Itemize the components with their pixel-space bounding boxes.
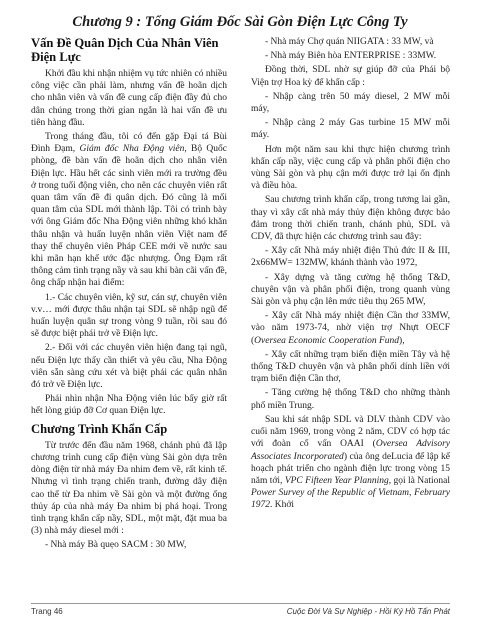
list-item: - Nhập càng trên 50 máy diesel, 2 MW mỗi máy, bbox=[251, 91, 450, 115]
paragraph: Đồng thời, SDL nhờ sự giúp đỡ của Phái bộ Viện trợ Hoa kỳ để khẩn cấp : bbox=[251, 65, 450, 88]
section-heading-conscription: Vấn Đề Quân Dịch Của Nhân Viên Điện Lực bbox=[31, 36, 219, 64]
chapter-title: Chương 9 : Tổng Giám Đốc Sài Gòn Điện Lực Công Ty bbox=[72, 14, 408, 30]
list-item: - Xây cất những trạm biến điện miền Tây và hệ thống T&D chuyên vận và phân phối dính liền với trạm biến điện Cần thơ, bbox=[251, 349, 450, 385]
paragraph: Phái nhìn nhận Nha Động viên lúc bấy giờ rất hết lòng giúp đỡ Cơ quan Điện lực. bbox=[31, 394, 227, 417]
paragraph: 1.- Các chuyên viên, kỹ sư, cán sự, chuyên viên v.v… mới được thâu nhận tại SDL sẽ nhập ngũ để huấn luyện quân sự trong vòng 9 tuần, rồi sau đó sẽ được biệt phái trở về Điện lực. bbox=[31, 292, 227, 340]
paragraph: Hơn một năm sau khi thực hiện chương trình khẩn cấp nầy, việc cung cấp và phân phối điện cho vùng Sài gòn và phụ cận mới được trở lại ổn định và điều hòa. bbox=[251, 144, 450, 192]
right-column bbox=[251, 36, 450, 514]
paragraph: Sau chương trình khẩn cấp, trong tương lai gần, thay vì xây cất nhà máy thủy điện không được bảo đảm trong thời chiến tranh, chánh phủ, SDL và CDV, đã thực hiện các chương trình sau đây: bbox=[251, 195, 450, 243]
list-item: - Tăng cường hệ thống T&D cho những thành phố miền Trung. bbox=[251, 388, 450, 411]
list-item: - Nhà máy Bà quẹo SACM : 30 MW, bbox=[45, 540, 187, 551]
list-item: - Nhà máy Chợ quán NIIGATA : 33 MW, và bbox=[265, 37, 434, 47]
page-footer bbox=[31, 603, 450, 616]
paragraph: 2.- Đối với các chuyên viên hiện đang tại ngũ, nếu Điện lực thấy cần thiết và yêu cầu, Nha Động viên sẵn sàng cứu xét và biệt phái các quân nhân đó trở về Điện lực. bbox=[31, 343, 227, 391]
book-title: Cuộc Đời Và Sự Nghiệp - Hồi Ký Hồ Tấn Phát bbox=[286, 607, 450, 616]
page-number: Trang 46 bbox=[31, 607, 63, 616]
paragraph: Sau khi sát nhập SDL và DLV thành CDV vào cuối năm 1969, trong vòng 2 năm, CDV có hợp tác với đoàn cố vấn OAAI (Oversea Advisory Associates Incorporated) của ông deLucia để lập kế hoạch phát triển cho ngành điện lực trong vòng 15 năm tới, VPC Fifteen Year Planning, gọi là National Power Survey of the Republic of Vietnam, February 1972. Khởi bbox=[251, 414, 450, 511]
paragraph: Từ trước đến đầu năm 1968, chánh phủ đã lập chương trình cung cấp điện vùng Sài gòn dựa trên dòng điện từ nhà máy Đa nhim đem về, rất kinh tế. Nhưng vì tình trạng chiến tranh, đường dây điện cao thế từ Đa nhim về Sài gòn và một đường ống thủy áp của nhà máy Đa nhim bị phá hoại. Trong tình trạng khẩn cấp nầy, SDL, một mặt, đặt mua ba (3) nhà máy diesel mới : bbox=[31, 440, 227, 537]
list-item: - Xây cất Nhà máy nhiệt điện Cần thơ 33MW, vào năm 1973-74, nhờ viện trợ Nhựt OECF (Oversea Economic Cooperation Fund), bbox=[251, 311, 450, 346]
paragraph: Trong tháng đầu, tôi có đến gặp Đại tá Bùi Đình Đạm, Giám đốc Nha Động viên, Bộ Quốc phòng, đề bàn vấn đề hoãn dịch cho nhân viên Điện lực. Hầu hết các sinh viên mới ra trường đều ở trong tuổi động viên, cho nên các chuyên viên rất quan tâm vấn đề đi quân dịch. Đó cũng là mối quan tâm của SDL mới thành lập. Tôi có trình bày với ông Giám đốc Nha Động viên những khó khăn thâu nhận và huấn luyện nhân viên Việt nam để thay thế chuyên viên Pháp CEE mới về nước sau khi mãn hạn khế ước đặc nhượng. Ông Đạm rất thông cảm tình trạng nầy và sau khi bàn cãi vấn đề, ông chấp nhận hai điểm: bbox=[31, 132, 227, 289]
list-item: - Nhà máy Biên hòa ENTERPRISE : 33MW. bbox=[265, 51, 437, 62]
paragraph: Khởi đầu khi nhận nhiệm vụ tức nhiên có nhiều công việc cần phải làm, nhưng vấn đề hoãn dịch cho nhân viên và vấn đề cung cấp điện đầy đủ cho dân chúng trong thời gian ngắn là hai vấn đề ưu tiên hàng đầu. bbox=[31, 69, 227, 128]
list-item: - Nhập càng 2 máy Gas turbine 15 MW mỗi máy. bbox=[251, 118, 450, 141]
list-item: - Xây cất Nhà máy nhiệt điện Thủ đức II & III, 2x66MW= 132MW, khánh thành vào 1972, bbox=[251, 246, 450, 269]
section-heading-emergency-program: Chương Trình Khẩn Cấp bbox=[31, 421, 168, 436]
list-item: - Xây dựng và tăng cường hệ thống T&D, chuyên vận và phân phối điện, trong quanh vùng Sài gòn và phụ cận lên mức tiêu thụ 265 MW, bbox=[251, 272, 450, 308]
left-column bbox=[31, 36, 227, 554]
